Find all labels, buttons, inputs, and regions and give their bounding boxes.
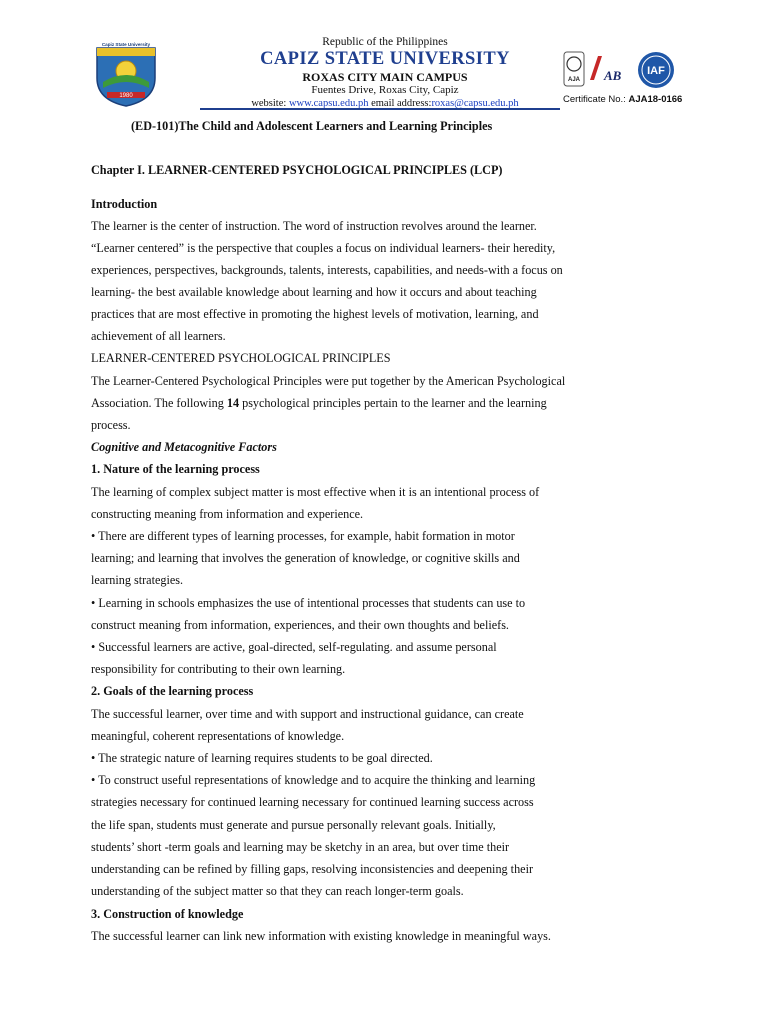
accreditation-logos: [562, 50, 682, 98]
principle-1-line: learning strategies.: [91, 573, 184, 587]
principle-2-line: • To construct useful representations of knowledge and to acquire the thinking and learning: [91, 773, 536, 787]
lcp-line-part: Association. The following: [91, 396, 227, 410]
chapter-title: Chapter I. LEARNER-CENTERED PSYCHOLOGICAL PRINCIPLES (LCP): [91, 163, 503, 177]
principle-3-line: The successful learner can link new information with existing knowledge in meaningful ways.: [91, 929, 551, 943]
certificate-label: Certificate No.:: [563, 94, 629, 105]
aja-logo-icon: [564, 52, 584, 86]
principle-count: 14: [226, 396, 240, 410]
principle-1-line: construct meaning from information, experiences, and their own thoughts and beliefs.: [91, 618, 509, 632]
seal-caption: Capiz State University: [101, 42, 151, 47]
principle-1-line: The learning of complex subject matter is most effective when it is an intentional process of: [91, 485, 540, 499]
iaf-label: IAF: [647, 65, 665, 77]
principle-2-line: strategies necessary for continued learning necessary for continued learning success across: [91, 795, 534, 809]
university-name: CAPIZ STATE UNIVERSITY: [260, 49, 510, 69]
letterhead-text: [200, 36, 570, 110]
university-seal-logo: [93, 38, 159, 108]
course-title: (ED-101)The Child and Adolescent Learners and Learning Principles: [131, 119, 493, 133]
introduction-heading: Introduction: [91, 197, 158, 211]
email-link[interactable]: roxas@capsu.edu.ph: [431, 98, 519, 109]
intro-line: “Learner centered” is the perspective that couples a focus on individual learners- their heredity,: [91, 241, 556, 255]
principle-1-line: learning; and learning that involves the generation of knowledge, or cognitive skills and: [91, 551, 520, 565]
aja-label: AJA: [567, 77, 581, 83]
principle-2-line: meaningful, coherent representations of knowledge.: [91, 729, 345, 743]
intro-line: The learner is the center of instruction. The word of instruction revolves around the learner.: [91, 219, 537, 233]
intro-line: experiences, perspectives, backgrounds, talents, interests, capabilities, and needs-with a focus on: [91, 263, 563, 277]
principle-1-line: • There are different types of learning processes, for example, habit formation in motor: [91, 529, 515, 543]
campus-address: Fuentes Drive, Roxas City, Capiz: [311, 84, 459, 96]
lcp-line: The Learner-Centered Psychological Principles were put together by the American Psychological: [91, 374, 566, 388]
factors-heading: Cognitive and Metacognitive Factors: [91, 440, 277, 454]
lcp-line-part: psychological principles pertain to the learner and the learning: [239, 396, 547, 410]
ab-label: AB: [604, 68, 622, 83]
seal-year: 1980: [119, 93, 133, 99]
campus-name: ROXAS CITY MAIN CAMPUS: [302, 70, 468, 84]
principle-1-line: responsibility for contributing to their own learning.: [91, 662, 346, 676]
certificate-number: [563, 94, 682, 105]
principle-2-line: the life span, students must generate and pursue personally relevant goals. Initially,: [91, 818, 496, 832]
principle-2-line: understanding of the subject matter so that they can reach longer-term goals.: [91, 884, 464, 898]
principle-2-line: understanding can be refined by filling gaps, resolving inconsistencies and deepening their: [91, 862, 534, 876]
principle-1-line: • Successful learners are active, goal-directed, self-regulating. and assume personal: [91, 640, 497, 654]
iaf-logo-icon: [638, 52, 674, 88]
lcp-line: process.: [91, 418, 131, 432]
principle-2-line: students’ short -term goals and learning may be sketchy in an area, but over time their: [91, 840, 510, 854]
principle-2-line: The successful learner, over time and with support and instructional guidance, can create: [91, 707, 524, 721]
letterhead: [0, 0, 768, 116]
lcp-heading: LEARNER-CENTERED PSYCHOLOGICAL PRINCIPLES: [91, 351, 391, 365]
website-label: website:: [251, 98, 289, 109]
intro-line: achievement of all learners.: [91, 329, 226, 343]
principle-1-line: constructing meaning from information and experience.: [91, 507, 364, 521]
principle-3-heading: 3. Construction of knowledge: [91, 907, 244, 921]
letterhead-divider: [200, 108, 560, 110]
email-label: email address:: [368, 98, 432, 109]
principle-2-heading: 2. Goals of the learning process: [91, 684, 254, 698]
republic-line: Republic of the Philippines: [322, 36, 448, 48]
principle-1-heading: 1. Nature of the learning process: [91, 462, 260, 476]
website-link[interactable]: www.capsu.edu.ph: [288, 98, 369, 109]
intro-line: practices that are most effective in promoting the highest levels of motivation, learning, and: [91, 307, 539, 321]
intro-line: learning- the best available knowledge about learning and how it occurs and about teaching: [91, 285, 537, 299]
principle-1-line: • Learning in schools emphasizes the use of intentional processes that students can use to: [91, 596, 526, 610]
ab-logo-icon: [590, 56, 622, 83]
principle-2-line: • The strategic nature of learning requires students to be goal directed.: [91, 751, 433, 765]
certificate-value: AJA18-0166: [628, 94, 683, 105]
lcp-line: [91, 395, 547, 411]
